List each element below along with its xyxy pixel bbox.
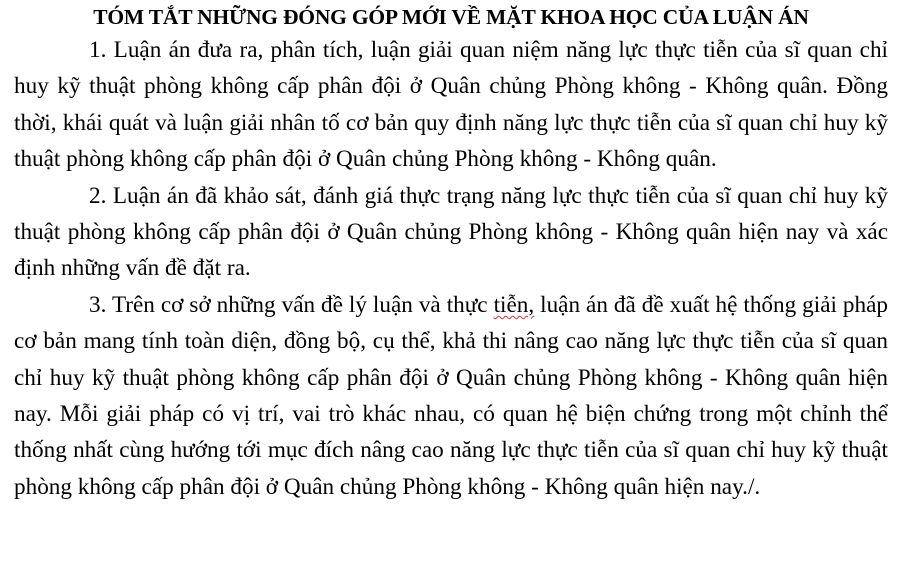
paragraph-1: 1. Luận án đưa ra, phân tích, luận giải quan niệm năng lực thực tiễn của sĩ quan chỉ huy kỹ thuật phòng không cấp phân đội ở Quân chủng Phòng không - Không quân. Đồng thời, khái quát và luận giải nhân tố cơ bản quy định năng lực thực tiễn của sĩ quan chỉ huy kỹ thuật phòng không cấp phân đội ở Quân chủng Phòng không - Không quân. [14, 37, 888, 173]
document-title: TÓM TẮT NHỮNG ĐÓNG GÓP MỚI VỀ MẶT KHOA HỌC CỦA LUẬN ÁN [93, 5, 809, 29]
paragraph-3-text-start: 3. Trên cơ sở những vấn đề lý luận và thực [89, 291, 494, 318]
paragraph-2: 2. Luận án đã khảo sát, đánh giá thực trạng năng lực thực tiễn của sĩ quan chỉ huy kỹ thuật phòng không cấp phân đội ở Quân chủng Phòng không - Không quân hiện nay và xác định những vấn đề đặt ra. [14, 182, 888, 282]
spellcheck-flagged-word[interactable]: tiễn, [493, 291, 535, 318]
paragraph-3 [14, 287, 888, 505]
paragraph-3-text-end: luận án đã đề xuất hệ thống giải pháp cơ bản mang tính toàn diện, đồng bộ, cụ thể, khả thi nâng cao năng lực thực tiễn của sĩ quan chỉ huy kỹ thuật phòng không cấp phân đội ở Quân chủng Phòng không - Không quân hiện nay. Mỗi giải pháp có vị trí, vai trò khác nhau, có quan hệ biện chứng trong một chỉnh thể thống nhất cùng hướng tới mục đích nâng cao năng lực thực tiễn của sĩ quan chỉ huy kỹ thuật phòng không cấp phân đội ở Quân chủng Phòng không - Không quân hiện nay./. [14, 291, 889, 500]
